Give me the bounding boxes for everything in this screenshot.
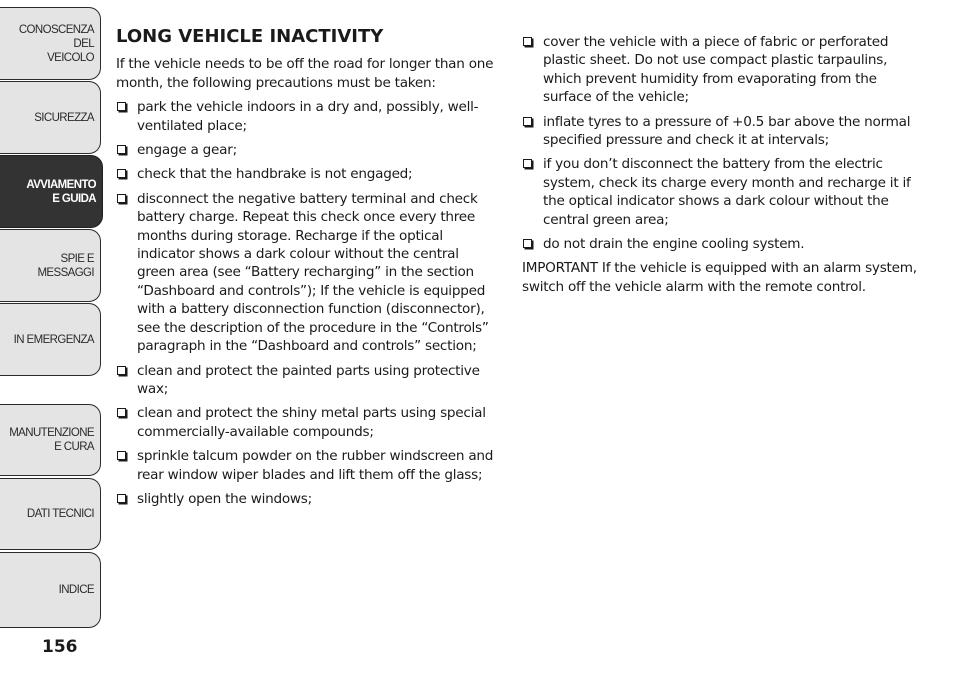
checkbox-bullet-icon <box>523 117 532 126</box>
tab-in-emergenza[interactable]: IN EMERGENZA <box>0 303 101 376</box>
right-column <box>522 33 917 296</box>
list-item: clean and protect the painted parts using protective wax; <box>116 362 500 399</box>
list-item: do not drain the engine cooling system. <box>522 235 917 253</box>
checkbox-bullet-icon <box>117 366 126 375</box>
list-item: sprinkle talcum powder on the rubber windscreen and rear window wiper blades and lift them off the glass; <box>116 447 500 484</box>
checkbox-bullet-icon <box>117 451 126 460</box>
list-item: inflate tyres to a pressure of +0.5 bar above the normal specified pressure and check it at intervals; <box>522 113 917 150</box>
precautions-list-right <box>522 33 917 253</box>
intro-paragraph: If the vehicle needs to be off the road for longer than one month, the following precautions must be taken: <box>116 56 494 91</box>
checkbox-bullet-icon <box>117 169 126 178</box>
checkbox-bullet-icon <box>523 239 532 248</box>
tab-spie-e-messaggi[interactable]: SPIE E MESSAGGI <box>0 229 101 302</box>
checkbox-bullet-icon <box>117 408 126 417</box>
list-item: if you don’t disconnect the battery from the electric system, check its charge every month and recharge it if the optical indicator shows a dark colour without the central green area; <box>522 155 917 229</box>
list-item: slightly open the windows; <box>116 490 500 508</box>
important-note: IMPORTANT If the vehicle is equipped with an alarm system, switch off the vehicle alarm with the remote control. <box>522 260 917 295</box>
page-number: 156 <box>42 637 78 657</box>
checkbox-bullet-icon <box>117 145 126 154</box>
tab-indice[interactable]: INDICE <box>0 552 101 628</box>
list-item: cover the vehicle with a piece of fabric or perforated plastic sheet. Do not use compact plastic tarpaulins, which prevent humidity from evaporating from the surface of the vehicle; <box>522 33 917 107</box>
list-item: disconnect the negative battery terminal and check battery charge. Repeat this check once every three months during storage. Recharge if the optical indicator shows a dark colour without the central green area (see “Battery recharging” in the section “Dashboard and controls”); If the vehicle is equipped with a battery disconnection function (disconnector), see the description of the procedure in the “Controls” paragraph in the “Dashboard and controls” section; <box>116 190 500 356</box>
section-heading: LONG VEHICLE INACTIVITY <box>116 26 384 47</box>
tab-conoscenza-del-veicolo[interactable]: CONOSCENZA DEL VEICOLO <box>0 7 101 80</box>
checkbox-bullet-icon <box>117 494 126 503</box>
tab-manutenzione-e-cura[interactable]: MANUTENZIONE E CURA <box>0 404 101 476</box>
precautions-list-left <box>116 98 500 508</box>
list-item: engage a gear; <box>116 141 500 159</box>
checkbox-bullet-icon <box>117 194 126 203</box>
tab-dati-tecnici[interactable]: DATI TECNICI <box>0 478 101 550</box>
tab-avviamento-e-guida[interactable]: AVVIAMENTO E GUIDA <box>0 155 103 228</box>
list-item: check that the handbrake is not engaged; <box>116 165 500 183</box>
left-column <box>116 28 500 514</box>
checkbox-bullet-icon <box>523 159 532 168</box>
list-item: clean and protect the shiny metal parts using special commercially-available compounds; <box>116 404 500 441</box>
checkbox-bullet-icon <box>117 102 126 111</box>
tab-sicurezza[interactable]: SICUREZZA <box>0 81 101 154</box>
checkbox-bullet-icon <box>523 37 532 46</box>
chapter-tabs <box>0 0 103 640</box>
list-item: park the vehicle indoors in a dry and, possibly, well-ventilated place; <box>116 98 500 135</box>
